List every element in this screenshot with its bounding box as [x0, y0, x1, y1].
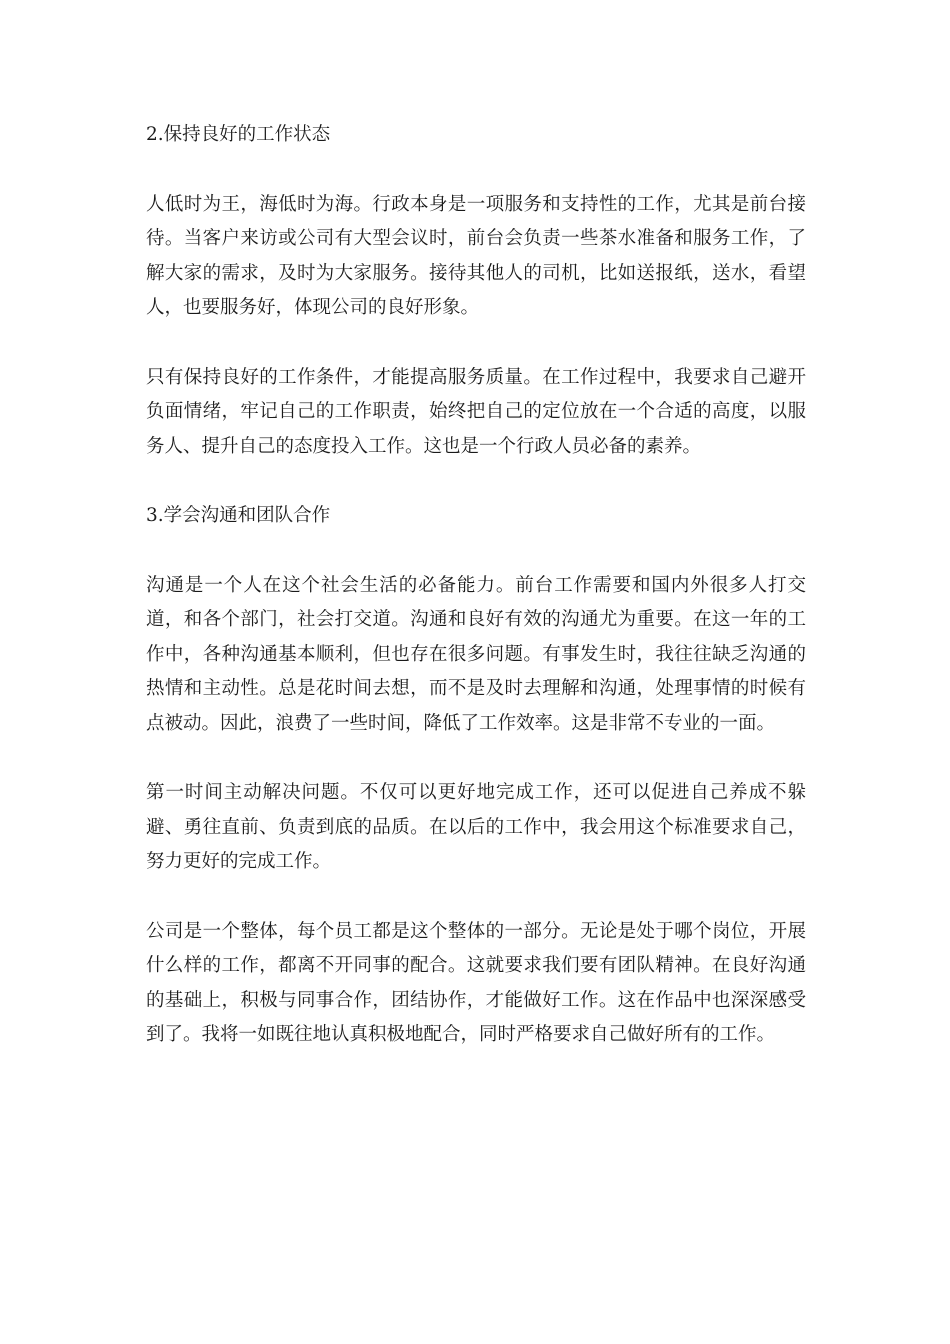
document-body: [146, 118, 806, 1053]
paragraph: 第一时间主动解决问题。不仅可以更好地完成工作，还可以促进自己养成不躲避、勇往直前、负责到底的品质。在以后的工作中，我会用这个标准要求自己，努力更好的完成工作。: [146, 782, 806, 872]
paragraph: 人低时为王，海低时为海。行政本身是一项服务和支持性的工作，尤其是前台接待。当客户来访或公司有大型会议时，前台会负责一些茶水准备和服务工作，了解大家的需求，及时为大家服务。接待其他人的司机，比如送报纸，送水，看望人，也要服务好，体现公司的良好形象。: [146, 193, 806, 318]
paragraph: 公司是一个整体，每个员工都是这个整体的一部分。无论是处于哪个岗位，开展什么样的工作，都离不开同事的配合。这就要求我们要有团队精神。在良好沟通的基础上，积极与同事合作，团结协作，才能做好工作。这在作品中也深深感受到了。我将一如既往地认真积极地配合，同时严格要求自己做好所有的工作。: [146, 920, 806, 1045]
paragraph: 只有保持良好的工作条件，才能提高服务质量。在工作过程中，我要求自己避开负面情绪，牢记自己的工作职责，始终把自己的定位放在一个合适的高度，以服务人、提升自己的态度投入工作。这也是一个行政人员必备的素养。: [146, 366, 806, 457]
paragraph: 沟通是一个人在这个社会生活的必备能力。前台工作需要和国内外很多人打交道，和各个部门，社会打交道。沟通和良好有效的沟通尤为重要。在这一年的工作中，各种沟通基本顺利，但也存在很多问题。有事发生时，我往往缺乏沟通的热情和主动性。总是花时间去想，而不是及时去理解和沟通，处理事情的时候有点被动。因此，浪费了一些时间，降低了工作效率。这是非常不专业的一面。: [146, 574, 806, 734]
section-heading: 2.保持良好的工作状态: [146, 124, 331, 145]
section-heading: 3.学会沟通和团队合作: [146, 505, 331, 526]
